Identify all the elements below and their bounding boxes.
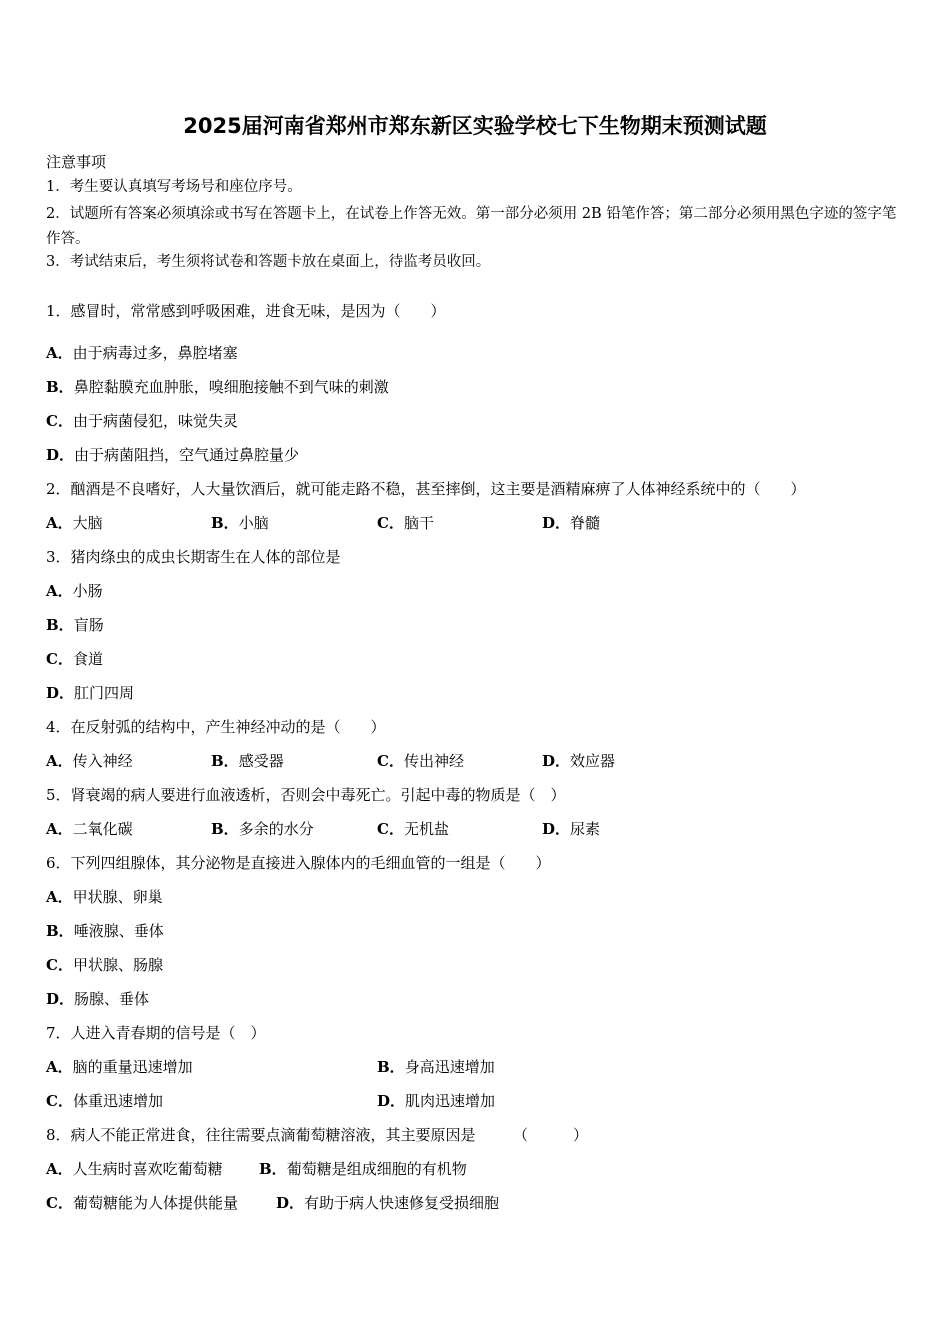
option-letter: A． xyxy=(46,582,73,600)
option-letter: B． xyxy=(211,820,239,838)
option-text: 脑的重量迅速增加 xyxy=(72,1058,193,1076)
option-text: 肠腺、垂体 xyxy=(74,990,150,1008)
option-letter: A． xyxy=(46,752,73,770)
option-item xyxy=(542,751,615,771)
option-text: 由于病毒过多，鼻腔堵塞 xyxy=(72,344,238,362)
option-letter: D． xyxy=(46,990,75,1008)
option-item xyxy=(46,615,104,635)
option-text: 肛门四周 xyxy=(74,684,135,702)
option-letter: B． xyxy=(259,1160,287,1178)
option-text: 身高迅速增加 xyxy=(404,1058,495,1076)
option-item xyxy=(46,1193,238,1213)
option-letter: B． xyxy=(211,752,239,770)
option-letter: C． xyxy=(46,956,73,974)
option-letter: A． xyxy=(46,888,73,906)
option-item xyxy=(46,989,149,1009)
option-item xyxy=(46,343,238,363)
question-stem: 7．人进入青春期的信号是（ ） xyxy=(46,1024,266,1042)
option-letter: A． xyxy=(46,514,73,532)
option-item xyxy=(46,1057,193,1077)
option-item xyxy=(259,1159,467,1179)
question-stem: 3．猪肉绦虫的成虫长期寄生在人体的部位是 xyxy=(46,548,341,566)
option-text: 小脑 xyxy=(238,514,269,532)
option-item xyxy=(46,649,103,669)
option-letter: C． xyxy=(46,650,73,668)
notice-item: 2．试题所有答案必须填涂或书写在答题卡上，在试卷上作答无效。第一部分必须用 2B 铅笔作答；第二部分必须用黑色字迹的签字笔作答。 xyxy=(46,206,897,247)
option-item xyxy=(211,751,284,771)
exam-title: 2025届河南省郑州市郑东新区实验学校七下生物期末预测试题 xyxy=(183,114,767,138)
option-item xyxy=(377,751,464,771)
question-stem: 4．在反射弧的结构中，产生神经冲动的是（ ） xyxy=(46,718,386,736)
option-item xyxy=(276,1193,499,1213)
option-text: 有助于病人快速修复受损细胞 xyxy=(304,1194,500,1212)
option-text: 无机盐 xyxy=(403,820,449,838)
option-letter: C． xyxy=(377,514,404,532)
option-letter: C． xyxy=(377,752,404,770)
option-item xyxy=(377,1091,495,1111)
option-item xyxy=(211,513,269,533)
option-text: 葡萄糖是组成细胞的有机物 xyxy=(286,1160,467,1178)
option-text: 小肠 xyxy=(72,582,103,600)
option-item xyxy=(46,683,134,703)
option-letter: D． xyxy=(542,514,571,532)
option-item xyxy=(46,513,103,533)
question-stem: 2．酗酒是不良嗜好，人大量饮酒后，就可能走路不稳，甚至摔倒，这主要是酒精麻痹了人体神经系统中的（ ） xyxy=(46,480,806,498)
question-stem: 6．下列四组腺体，其分泌物是直接进入腺体内的毛细血管的一组是（ ） xyxy=(46,854,551,872)
option-text: 由于病菌侵犯，味觉失灵 xyxy=(72,412,238,430)
option-item xyxy=(46,445,299,465)
option-letter: D． xyxy=(542,752,571,770)
option-text: 人生病时喜欢吃葡萄糖 xyxy=(72,1160,223,1178)
option-item xyxy=(46,411,238,431)
option-text: 甲状腺、肠腺 xyxy=(72,956,163,974)
option-text: 盲肠 xyxy=(73,616,104,634)
option-letter: C． xyxy=(46,1092,73,1110)
option-letter: B． xyxy=(46,378,74,396)
option-letter: D． xyxy=(542,820,571,838)
option-text: 食道 xyxy=(72,650,103,668)
option-text: 脊髓 xyxy=(570,514,601,532)
option-text: 体重迅速增加 xyxy=(72,1092,163,1110)
option-item xyxy=(46,819,133,839)
option-item xyxy=(377,819,449,839)
option-text: 尿素 xyxy=(570,820,601,838)
option-item xyxy=(46,921,164,941)
option-text: 传入神经 xyxy=(72,752,133,770)
question-stem: 1．感冒时，常常感到呼吸困难，进食无味，是因为（ ） xyxy=(46,302,446,320)
option-item xyxy=(377,1057,495,1077)
option-text: 大脑 xyxy=(72,514,103,532)
option-text: 感受器 xyxy=(238,752,284,770)
option-item xyxy=(46,955,163,975)
option-letter: C． xyxy=(46,412,73,430)
option-letter: C． xyxy=(377,820,404,838)
option-item xyxy=(46,1091,163,1111)
option-text: 多余的水分 xyxy=(238,820,314,838)
option-letter: D． xyxy=(377,1092,406,1110)
question-stem: 8．病人不能正常进食，往往需要点滴葡萄糖溶液，其主要原因是 （ ） xyxy=(46,1126,589,1144)
option-letter: A． xyxy=(46,1058,73,1076)
option-text: 甲状腺、卵巢 xyxy=(72,888,163,906)
notice-item: 1．考生要认真填写考场号和座位序号。 xyxy=(46,179,302,195)
question-stem: 5．肾衰竭的病人要进行血液透析，否则会中毒死亡。引起中毒的物质是（ ） xyxy=(46,786,566,804)
option-letter: A． xyxy=(46,820,73,838)
notice-heading: 注意事项 xyxy=(46,153,107,171)
option-text: 传出神经 xyxy=(403,752,464,770)
option-item xyxy=(46,1159,223,1179)
option-letter: B． xyxy=(211,514,239,532)
option-letter: C． xyxy=(46,1194,73,1212)
notice-item: 3．考试结束后，考生须将试卷和答题卡放在桌面上，待监考员收回。 xyxy=(46,254,491,270)
option-item xyxy=(46,581,103,601)
option-item xyxy=(46,751,133,771)
option-text: 鼻腔黏膜充血肿胀，嗅细胞接触不到气味的刺激 xyxy=(73,378,389,396)
option-text: 脑干 xyxy=(403,514,434,532)
option-text: 由于病菌阻挡，空气通过鼻腔量少 xyxy=(74,446,300,464)
option-text: 二氧化碳 xyxy=(72,820,133,838)
option-item xyxy=(46,887,163,907)
option-letter: B． xyxy=(377,1058,405,1076)
option-letter: B． xyxy=(46,616,74,634)
option-text: 葡萄糖能为人体提供能量 xyxy=(72,1194,238,1212)
option-item xyxy=(46,377,389,397)
option-item xyxy=(211,819,314,839)
option-letter: D． xyxy=(46,684,75,702)
option-letter: D． xyxy=(46,446,75,464)
option-letter: A． xyxy=(46,1160,73,1178)
option-letter: D． xyxy=(276,1194,305,1212)
option-text: 唾液腺、垂体 xyxy=(73,922,164,940)
option-text: 效应器 xyxy=(570,752,616,770)
option-letter: A． xyxy=(46,344,73,362)
option-item xyxy=(542,819,600,839)
option-letter: B． xyxy=(46,922,74,940)
option-text: 肌肉迅速增加 xyxy=(405,1092,496,1110)
option-item xyxy=(542,513,600,533)
option-item xyxy=(377,513,434,533)
